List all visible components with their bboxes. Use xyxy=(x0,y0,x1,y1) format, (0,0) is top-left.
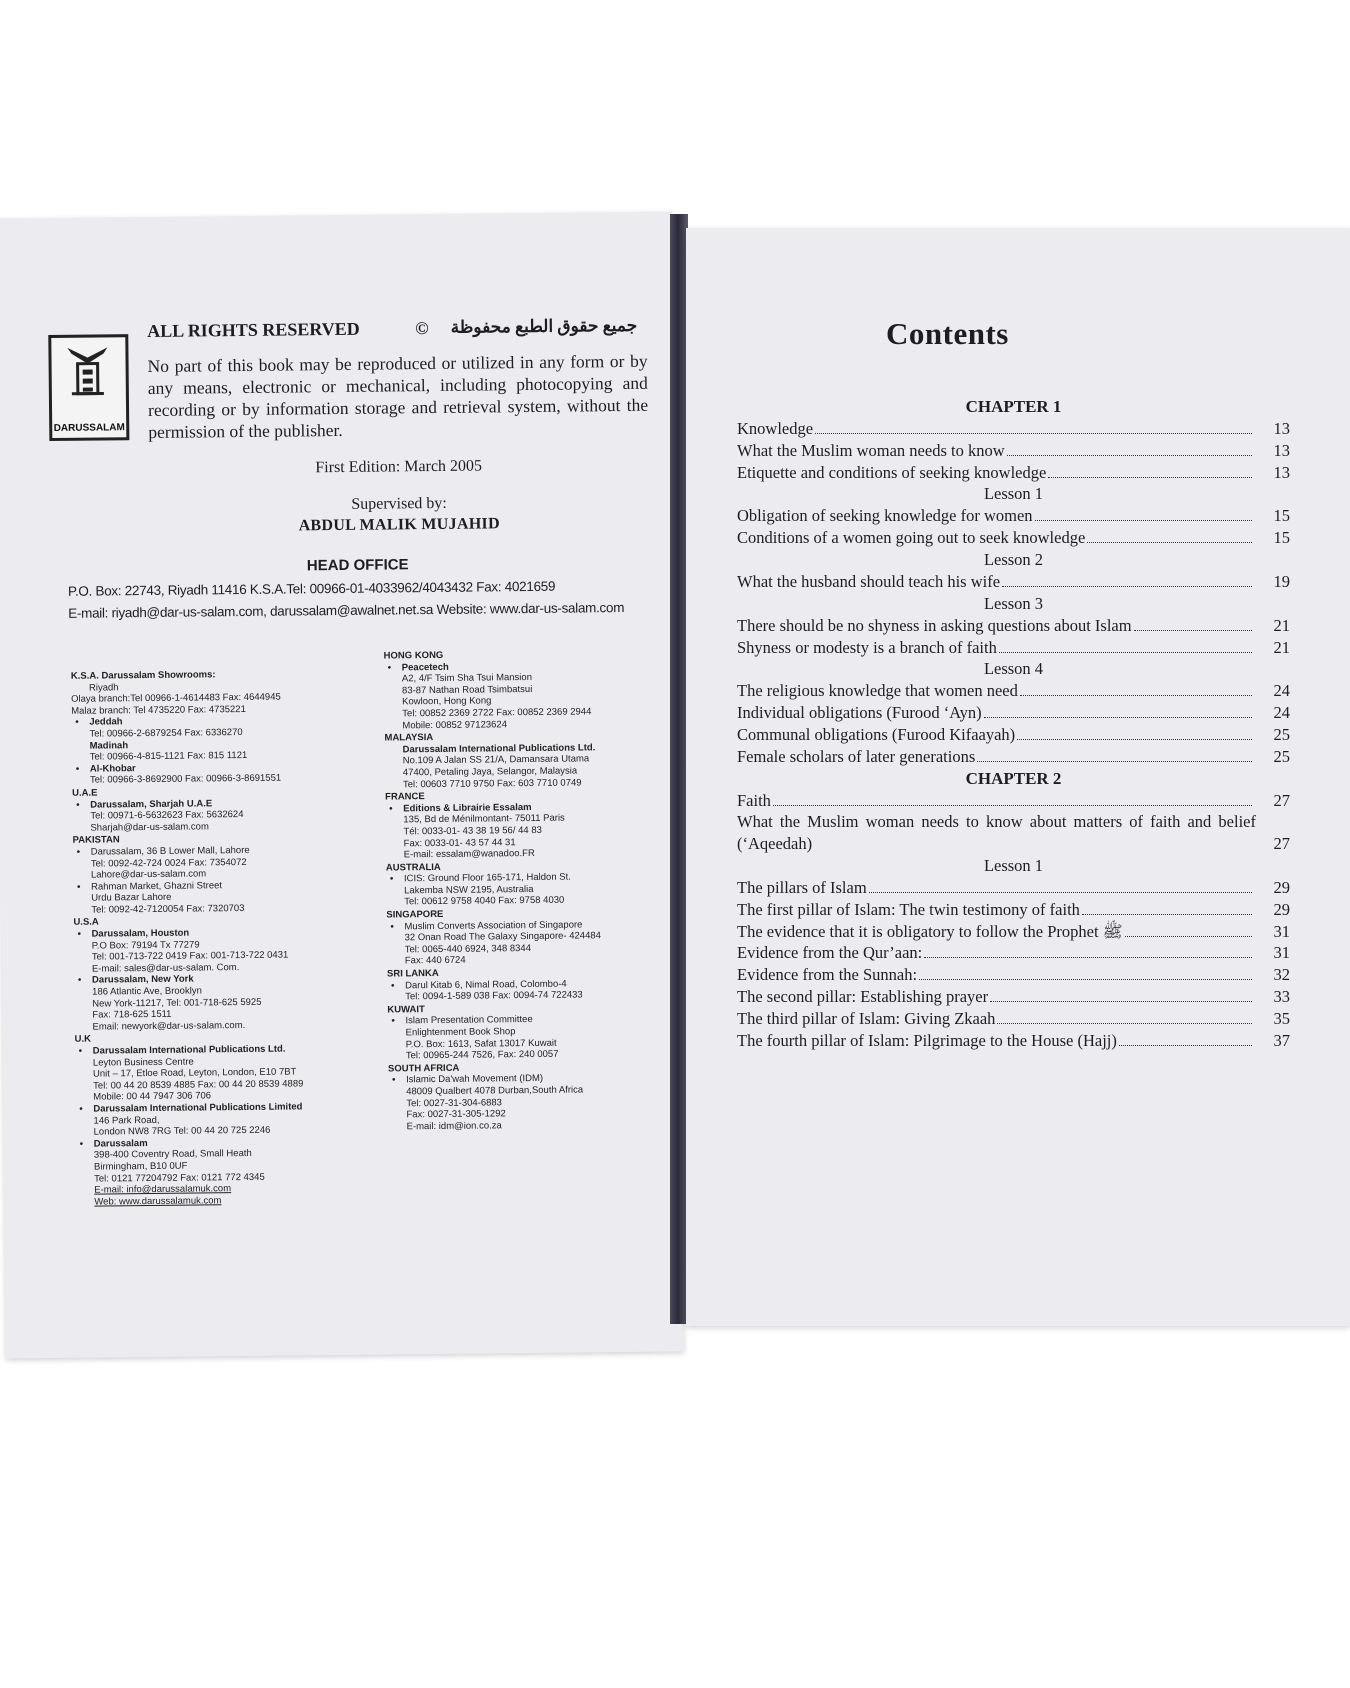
toc-page-number: 24 xyxy=(1273,681,1290,701)
toc-entry[interactable] xyxy=(737,811,1290,855)
branch-line: Fax: 0033-01- 43 57 44 31 xyxy=(403,836,516,849)
toc-page-number: 29 xyxy=(1273,877,1290,897)
toc-entry[interactable] xyxy=(737,571,1290,593)
branch-line: Email: newyork@dar-us-salam.com. xyxy=(92,1019,246,1033)
toc-entry[interactable] xyxy=(737,505,1290,527)
branch-line: Kowloon, Hong Kong xyxy=(402,695,492,708)
branch-line: Tel: 00966-4-815-1121 Fax: 815 1121 xyxy=(89,750,248,763)
branch-country: HONG KONG xyxy=(383,649,444,662)
branch-line: Tel: 0094-1-589 038 Fax: 0094-74 722433 xyxy=(405,989,583,1003)
toc-entry-title: What the Muslim woman needs to know about matters of faith and belief (‘Aqeedah) xyxy=(737,812,1256,854)
toc-page-number: 27 xyxy=(1273,790,1290,810)
rights-header xyxy=(147,316,647,342)
branch-entry xyxy=(387,1013,657,1062)
branch-line: ICIS: Ground Floor 165-171, Haldon St. xyxy=(403,871,571,885)
branch-country: SRI LANKA xyxy=(386,967,439,980)
branch-line: E-mail: sales@dar-us-salam. Com. xyxy=(91,961,240,975)
branch-name: Peacetech xyxy=(401,661,449,673)
copyright-page xyxy=(0,211,684,1358)
branch-line: Riyadh xyxy=(88,681,119,694)
toc-entry[interactable] xyxy=(737,942,1290,964)
branch-line: Unit – 17, Etloe Road, Leyton, London, E10 7BT xyxy=(92,1066,297,1080)
branch-line: 32 Onan Road The Galaxy Singapore- 424484 xyxy=(404,930,601,944)
branch-country: AUSTRALIA xyxy=(385,861,441,874)
toc-entry-title: The first pillar of Islam: The twin testimony of faith xyxy=(737,899,1080,919)
branch-line: P.O Box: 79194 Tx 77279 xyxy=(91,939,200,952)
toc-dot-leader xyxy=(1134,630,1252,631)
branch-line: Tel: 00971-6-5632623 Fax: 5632624 xyxy=(90,809,244,822)
toc-page-number: 33 xyxy=(1273,986,1290,1006)
toc-entry[interactable] xyxy=(737,702,1290,724)
toc-dot-leader xyxy=(924,957,1252,958)
bullet-icon: • xyxy=(79,1138,84,1150)
branch-name: Editions & Librairie Essalam xyxy=(403,801,532,815)
toc-dot-leader xyxy=(990,1001,1252,1002)
branch-name: Darussalam International Publications Limited xyxy=(93,1101,303,1115)
branch-entry xyxy=(386,871,656,909)
toc-lesson-heading: Lesson 1 xyxy=(983,855,1044,875)
branch-line: Darussalam, 36 B Lower Mall, Lahore xyxy=(90,844,250,858)
branch-line: Islam Presentation Committee xyxy=(405,1014,533,1027)
toc-entry[interactable] xyxy=(737,440,1290,462)
branch-line: Tél: 0033-01- 43 38 19 56/ 44 83 xyxy=(403,824,542,838)
toc-entry-title: The second pillar: Establishing prayer xyxy=(737,986,989,1006)
branch-country: U.S.A xyxy=(73,916,99,929)
branch-entry xyxy=(71,714,381,740)
branch-name: Madinah xyxy=(89,739,129,752)
toc-dot-leader xyxy=(773,805,1252,806)
toc-page-number: 19 xyxy=(1273,571,1290,591)
toc-page-number: 21 xyxy=(1273,637,1290,657)
branches-right-column xyxy=(384,647,659,1133)
branch-line: Tel: 00966-2-6879254 Fax: 6336270 xyxy=(89,726,243,740)
toc-entry-title: Shyness or modesty is a branch of faith xyxy=(737,637,997,657)
branch-entry xyxy=(75,1101,385,1139)
toc-entry-title: Knowledge xyxy=(737,419,814,438)
branch-line: Tel: 0092-42-7120054 Fax: 7320703 xyxy=(91,902,245,916)
branch-name: Darussalam, New York xyxy=(91,973,194,987)
toc-dot-leader xyxy=(984,717,1252,718)
branch-entry xyxy=(384,659,655,731)
branch-line: Darul Kitab 6, Nimal Road, Colombo-4 xyxy=(405,978,567,991)
rights-notice: No part of this book may be reproduced or utilized in any form or by any means, electronic or mechanical, including photocopying and recording or by information storage and retrieval system, without the permission of the publisher. xyxy=(147,350,649,442)
toc-entry-title: There should be no shyness in asking questions about Islam xyxy=(737,615,1132,635)
toc-dot-leader xyxy=(1048,477,1252,478)
bullet-icon: • xyxy=(75,763,80,775)
toc-entry-title: The evidence that it is obligatory to follow the Prophet ﷺ xyxy=(737,921,1123,941)
toc-page-number: 24 xyxy=(1273,703,1290,723)
branch-country: SOUTH AFRICA xyxy=(387,1062,460,1075)
head-office-title: HEAD OFFICE xyxy=(306,556,409,575)
toc-dot-leader xyxy=(1119,1045,1252,1046)
branch-line: New York-11217, Tel: 001-718-625 5925 xyxy=(92,996,262,1010)
toc-dot-leader xyxy=(999,652,1252,653)
toc-entry[interactable] xyxy=(737,921,1290,943)
branch-line: Leyton Business Centre xyxy=(92,1056,194,1069)
branch-line: 48009 Qualbert 4078 Durban,South Africa xyxy=(406,1084,584,1098)
bullet-icon: • xyxy=(387,662,392,674)
branch-name: Darussalam xyxy=(93,1137,148,1150)
branch-line: Tel: 0065-440 6924, 348 8344 xyxy=(404,942,532,956)
branch-line: E-mail: idm@ion.co.za xyxy=(406,1120,502,1133)
book-emblem-icon xyxy=(63,343,112,399)
toc-entry[interactable] xyxy=(737,680,1290,702)
toc-dot-leader xyxy=(919,979,1252,980)
toc-page-number: 35 xyxy=(1273,1008,1290,1028)
branch-country: PAKISTAN xyxy=(72,834,120,847)
bullet-icon: • xyxy=(389,803,393,815)
toc-page-number: 27 xyxy=(1273,834,1290,854)
toc-entry-title: Communal obligations (Furood Kifaayah) xyxy=(737,724,1016,744)
branch-name: Al-Khobar xyxy=(89,762,136,775)
toc-entry-title: Evidence from the Sunnah: xyxy=(737,965,918,985)
branch-line: Rahman Market, Ghazni Street xyxy=(90,879,223,893)
branch-line: 135, Bd de Ménilmontant- 75011 Paris xyxy=(403,812,565,826)
toc-entry[interactable] xyxy=(737,986,1290,1008)
bullet-icon: • xyxy=(392,1074,396,1086)
toc-chapter-heading: CHAPTER 1 xyxy=(965,397,1062,416)
branch-line: Tel: 00612 9758 4040 Fax: 9758 4030 xyxy=(404,895,565,908)
toc-page-number: 25 xyxy=(1273,746,1290,766)
bullet-icon: • xyxy=(390,921,394,933)
branch-line: London NW8 7RG Tel: 00 44 20 725 2246 xyxy=(93,1124,271,1138)
branch-name: Darussalam International Publications Ltd. xyxy=(92,1043,286,1057)
branch-entry xyxy=(73,926,383,976)
toc-entry-title: Evidence from the Qur’aan: xyxy=(737,943,923,963)
branch-entry xyxy=(74,972,385,1033)
branch-line: Birmingham, B10 0UF xyxy=(93,1160,188,1173)
toc-entry[interactable] xyxy=(737,637,1290,659)
branch-line: Tel: 00852 2369 2722 Fax: 00852 2369 2944 xyxy=(402,706,592,720)
toc-page-number: 13 xyxy=(1273,419,1290,438)
branch-line: Tel: 00965-244 7526, Fax: 240 0057 xyxy=(405,1048,559,1062)
branch-country: SINGAPORE xyxy=(386,908,444,921)
toc-entry[interactable] xyxy=(737,615,1290,637)
toc-page-number: 29 xyxy=(1273,899,1290,919)
branch-country: KUWAIT xyxy=(387,1003,425,1016)
toc-lesson-heading: Lesson 4 xyxy=(983,659,1044,679)
branch-line: Olaya branch:Tel 00966-1-4614483 Fax: 4644945 xyxy=(71,691,281,705)
branch-country: U.K xyxy=(74,1034,92,1046)
toc-page-number: 13 xyxy=(1273,462,1290,482)
branch-line: 47400, Petaling Jaya, Selangor, Malaysia xyxy=(402,765,578,779)
toc-entry-title: The pillars of Islam xyxy=(737,877,867,897)
toc-entry[interactable] xyxy=(737,877,1290,899)
contents-page xyxy=(686,228,1350,1326)
bullet-icon: • xyxy=(76,846,81,858)
toc-entry-title: What the husband should teach his wife xyxy=(737,571,1001,591)
toc-entry[interactable] xyxy=(737,964,1290,986)
toc-dot-leader xyxy=(1035,520,1252,521)
contents-title: Contents xyxy=(886,316,1009,351)
toc-entry-title: Faith xyxy=(737,790,771,810)
branch-entry xyxy=(76,1135,387,1208)
toc-lesson-heading: Lesson 1 xyxy=(983,484,1044,504)
copyright-symbol: © xyxy=(415,318,429,339)
toc-entry-title: Conditions of a women going out to seek knowledge xyxy=(737,528,1086,548)
toc-dot-leader xyxy=(1082,914,1252,915)
bullet-icon: • xyxy=(75,717,79,729)
toc-dot-leader xyxy=(1087,542,1252,543)
branch-line: Tel: 0121 77204792 Fax: 0121 772 4345 xyxy=(94,1171,265,1185)
bullet-icon: • xyxy=(391,1015,395,1027)
branch-line: No.109 A Jalan SS 21/A, Damansara Utama xyxy=(402,753,590,767)
branch-line: Muslim Converts Association of Singapore xyxy=(404,919,583,932)
toc-page-number: 25 xyxy=(1273,724,1290,744)
branch-line: E-mail: essalam@wanadoo.FR xyxy=(403,848,535,861)
toc-lesson-heading: Lesson 3 xyxy=(983,593,1044,613)
branch-line: Islamic Da'wah Movement (IDM) xyxy=(406,1073,544,1086)
branch-line: Fax: 440 6724 xyxy=(404,955,466,967)
supervised-label: Supervised by: xyxy=(351,494,447,513)
toc-entry[interactable] xyxy=(737,1008,1290,1030)
branch-country: MALAYSIA xyxy=(384,732,434,744)
branch-line: 398-400 Coventry Road, Small Heath xyxy=(93,1148,252,1161)
branch-line: Malaz branch: Tel 4735220 Fax: 4735221 xyxy=(71,703,246,717)
rights-title: ALL RIGHTS RESERVED xyxy=(147,318,360,341)
branch-line: Fax: 718-625 1511 xyxy=(92,1008,172,1021)
branch-entry xyxy=(387,977,657,1003)
branch-entry xyxy=(386,918,656,967)
branch-entry xyxy=(75,1043,386,1104)
branch-line: Fax: 0027-31-305-1292 xyxy=(406,1108,506,1121)
branch-name: Darussalam, Houston xyxy=(91,927,190,940)
branch-line: Mobile: 00 44 7947 306 706 xyxy=(93,1090,212,1103)
toc-page-number: 31 xyxy=(1273,943,1290,963)
branch-line: P.O. Box: 1613, Safat 13017 Kuwait xyxy=(405,1037,557,1050)
toc-dot-leader xyxy=(1125,936,1252,937)
toc-entry[interactable] xyxy=(737,462,1290,484)
branch-line: Mobile: 00852 97123624 xyxy=(402,718,508,731)
branch-entry xyxy=(385,800,656,861)
bullet-icon: • xyxy=(79,1103,83,1115)
bullet-icon: • xyxy=(391,980,395,992)
bullet-icon: • xyxy=(389,873,394,885)
toc-entry-title: The religious knowledge that women need xyxy=(737,681,1018,701)
bullet-icon: • xyxy=(76,799,80,811)
branch-line: Lakemba NSW 2195, Australia xyxy=(404,883,534,897)
toc-dot-leader xyxy=(1020,695,1252,696)
bullet-icon: • xyxy=(76,881,81,893)
branch-entry xyxy=(73,878,383,916)
toc-dot-leader xyxy=(997,1023,1252,1024)
head-office-address: P.O. Box: 22743, Riyadh 11416 K.S.A.Tel: 00966-01-4033962/4043432 Fax: 4021659 xyxy=(67,578,556,599)
branch-entry xyxy=(73,843,383,881)
branch-entry xyxy=(72,796,382,834)
supervisor-name: ABDUL MALIK MUJAHID xyxy=(298,515,500,535)
branch-line: Tel: 00966-3-8692900 Fax: 00966-3-8691551 xyxy=(89,772,282,786)
head-office-email: E-mail: riyadh@dar-us-salam.com, darussalam@awalnet.net.sa Website: www.dar-us-salam.com xyxy=(68,600,625,621)
branch-entry xyxy=(71,691,381,717)
toc-page-number: 32 xyxy=(1273,965,1290,985)
toc-dot-leader xyxy=(1017,739,1252,740)
toc-dot-leader xyxy=(1007,455,1252,456)
toc-entry-title: Etiquette and conditions of seeking knowledge xyxy=(737,462,1047,482)
toc-page-number: 15 xyxy=(1273,506,1290,526)
branch-entry xyxy=(72,737,382,763)
toc-page-number: 37 xyxy=(1273,1030,1290,1050)
branch-entry xyxy=(385,741,655,790)
branch-line: Urdu Bazar Lahore xyxy=(91,892,172,904)
branch-entry xyxy=(388,1072,659,1133)
toc-entry[interactable] xyxy=(737,899,1290,921)
branch-contact-link[interactable]: E-mail: info@darussalamuk.com xyxy=(94,1183,232,1196)
bullet-icon: • xyxy=(78,1045,83,1057)
toc-page-number: 31 xyxy=(1273,921,1290,941)
toc-entry[interactable] xyxy=(737,790,1290,812)
branch-name: Darussalam International Publications Ltd. xyxy=(402,742,596,756)
branch-name: Darussalam, Sharjah U.A.E xyxy=(90,797,213,811)
branch-country: K.S.A. Darussalam Showrooms: xyxy=(70,669,216,682)
branch-line: Sharjah@dar-us-salam.com xyxy=(90,821,209,834)
edition-line: First Edition: March 2005 xyxy=(315,457,483,477)
toc-entry[interactable] xyxy=(737,724,1290,746)
toc-entry-title: What the Muslim woman needs to know xyxy=(737,440,1005,460)
toc-entry[interactable] xyxy=(737,1030,1290,1052)
bullet-icon: • xyxy=(77,928,81,940)
branch-line: 146 Park Road, xyxy=(93,1114,160,1127)
branch-line: A2, 4/F Tsim Sha Tsui Mansion xyxy=(401,672,533,685)
toc-entry-title: Obligation of seeking knowledge for women xyxy=(737,506,1033,526)
branches-left-column xyxy=(71,667,387,1209)
branch-line: Tel: 00603 7710 9750 Fax: 603 7710 0749 xyxy=(402,776,582,790)
toc-entry[interactable] xyxy=(737,527,1290,549)
toc-entry-title: Individual obligations (Furood ‘Ayn) xyxy=(737,703,982,723)
branch-name: Jeddah xyxy=(89,716,123,728)
bullet-icon: • xyxy=(77,975,82,987)
branch-entry xyxy=(72,760,382,786)
branch-line: Tel: 001-713-722 0419 Fax: 001-713-722 0431 xyxy=(91,949,289,963)
branch-line: 186 Atlantic Ave, Brooklyn xyxy=(92,985,202,998)
toc-page-number: 21 xyxy=(1273,615,1290,635)
toc-entry-title: The fourth pillar of Islam: Pilgrimage to the House (Hajj) xyxy=(737,1030,1117,1050)
toc-page-number: 13 xyxy=(1273,440,1290,460)
toc-dot-leader xyxy=(869,892,1252,893)
toc-page-number: 15 xyxy=(1273,528,1290,548)
toc-entry[interactable] xyxy=(737,746,1290,768)
branch-line: Tel: 0027-31-304-6883 xyxy=(406,1096,502,1109)
branch-line: Enlightenment Book Shop xyxy=(405,1026,516,1039)
toc-dot-leader xyxy=(977,761,1252,762)
toc-dot-leader xyxy=(1002,586,1252,587)
toc-chapter-heading: CHAPTER 2 xyxy=(965,768,1062,788)
toc-entry[interactable] xyxy=(737,418,1290,440)
toc-dot-leader xyxy=(815,433,1252,434)
publisher-logo xyxy=(48,334,129,441)
branch-line: Tel: 0092-42-724 0024 Fax: 7354072 xyxy=(90,856,247,870)
toc-entry-title: The third pillar of Islam: Giving Zkaah xyxy=(737,1008,996,1028)
logo-wordmark: DARUSSALAM xyxy=(53,422,125,434)
branch-contact-link[interactable]: Web: www.darussalamuk.com xyxy=(94,1194,222,1208)
arabic-rights-text: جميع حقوق الطبع محفوظة xyxy=(450,315,638,337)
branch-country: U.A.E xyxy=(72,787,98,799)
table-of-contents xyxy=(737,396,1290,1051)
branch-line: Tel: 00 44 20 8539 4885 Fax: 00 44 20 8539 4889 xyxy=(93,1078,304,1092)
toc-entry-title: Female scholars of later generations xyxy=(737,746,976,766)
toc-lesson-heading: Lesson 2 xyxy=(983,549,1044,569)
branch-country: FRANCE xyxy=(385,791,425,803)
branch-line: Lahore@dar-us-salam.com xyxy=(90,868,207,881)
branch-line: 83-87 Nathan Road Tsimbatsui xyxy=(401,683,533,697)
